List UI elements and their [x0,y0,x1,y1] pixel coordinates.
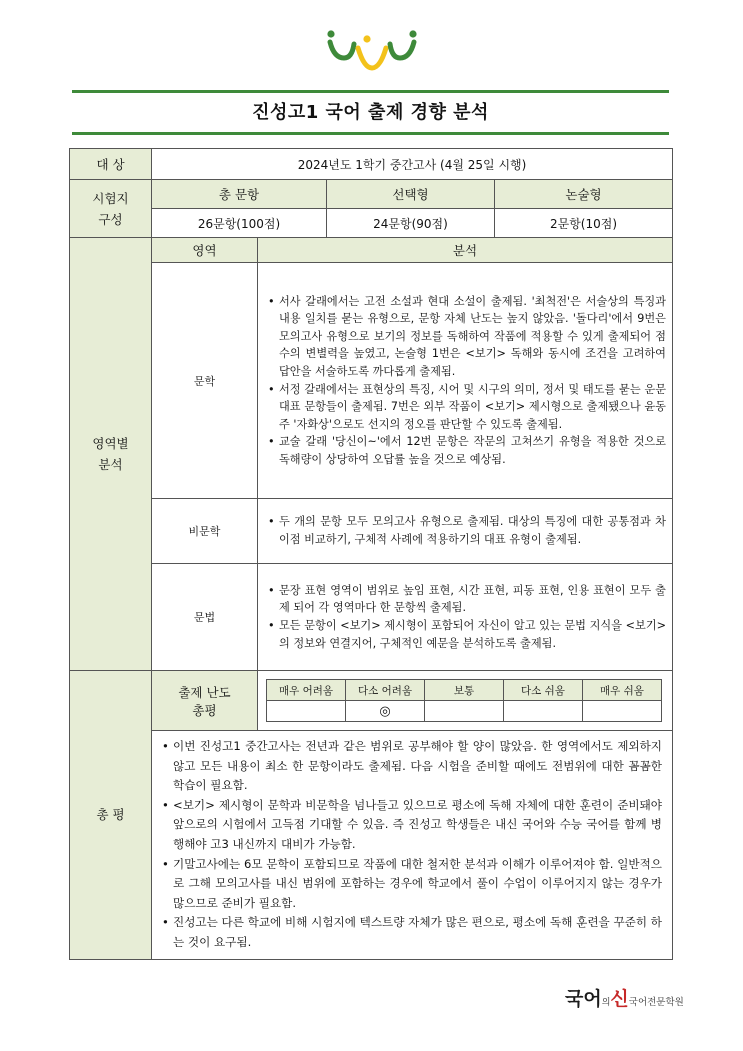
page-title: 진성고1 국어 출제 경향 분석 [252,102,489,123]
difficulty-level: 다소 어려움 [346,680,425,701]
area-name-literature: 문학 [152,263,258,499]
difficulty-level: 보통 [425,680,504,701]
area-row-grammar [70,564,673,671]
analysis-table [69,148,673,960]
structure-label: 시험지 구성 [70,180,152,238]
difficulty-row [70,671,673,731]
difficulty-level: 다소 쉬움 [504,680,583,701]
target-row [70,149,673,180]
structure-header-choice: 선택형 [327,180,495,209]
structure-header-row [70,180,673,209]
difficulty-mark [583,701,662,722]
structure-value-choice: 24문항(90점) [327,209,495,238]
target-value: 2024년도 1학기 중간고사 (4월 25일 시행) [152,149,673,180]
area-row-nonliterature [70,499,673,564]
structure-value-row [70,209,673,238]
area-analysis-literature [258,263,673,499]
summary-bullet: • 기말고사에는 6모 문학이 포함되므로 작품에 대한 철저한 분석과 이해가 이루어져야 함. 일반적으로 그해 모의고사를 내신 범위에 포함하는 경우에 학교에서 풀이 수업이 이루어지지 않는 경우가 많으므로 준비가 필요함. [162,855,662,914]
summary-label: 총 평 [70,671,152,960]
difficulty-table [266,679,662,722]
footer-brand-logo: 국어의신국어전문학원 [565,988,684,1010]
structure-header-total: 총 문항 [152,180,327,209]
title-rule-top [72,90,669,93]
summary-row [70,731,673,960]
difficulty-level: 매우 어려움 [267,680,346,701]
structure-value-essay: 2문항(10점) [495,209,673,238]
area-header-row [70,238,673,263]
area-analysis-grammar [258,564,673,671]
area-label: 영역별 분석 [70,238,152,671]
grammar-bullet: • 문장 표현 영역이 범위로 높임 표현, 시간 표현, 피동 표현, 인용 표현이 모두 출제 되어 각 영역마다 한 문항씩 출제됨. [268,582,666,617]
structure-header-essay: 논술형 [495,180,673,209]
nonliterature-bullet: • 두 개의 문항 모두 모의고사 유형으로 출제됨. 대상의 특징에 대한 공통점과 차이점 비교하기, 구체적 사례에 적용하기의 대표 유형이 출제됨. [268,513,666,548]
area-name-nonliterature: 비문학 [152,499,258,564]
literature-bullet: • 서정 갈래에서는 표현상의 특징, 시어 및 시구의 의미, 정서 및 태도를 묻는 운문 대표 문항들이 출제됨. 7번은 외부 작품이 <보기> 제시형으로 출제됐으나 윤동주 '자화상'으로도 선지의 정오를 판단할 수 있도록 출제됨. [268,381,666,434]
academy-logo-icon [322,28,422,74]
grammar-bullet: • 모든 문항이 <보기> 제시형이 포함되어 자신이 알고 있는 문법 지식을 <보기>의 정보와 연결지어, 구체적인 예문을 분석하도록 출제됨. [268,617,666,652]
difficulty-cell [258,671,673,731]
difficulty-mark-selected: ◎ [346,701,425,722]
summary-bullet: • 이번 진성고1 중간고사는 전년과 같은 범위로 공부해야 할 양이 많았음. 한 영역에서도 제외하지 않고 모든 내용이 최소 한 문항이라도 출제됨. 다음 시험을 준비할 때에도 전범위에 대한 꼼꼼한 학습이 필요함. [162,737,662,796]
title-rule-bottom [72,132,669,135]
area-analysis-nonliterature [258,499,673,564]
summary-cell [152,731,673,960]
area-row-literature [70,263,673,499]
summary-bullet: • 진성고는 다른 학교에 비해 시험지에 텍스트량 자체가 많은 편으로, 평소에 독해 훈련을 꾸준히 하는 것이 요구됨. [162,913,662,952]
area-col-header: 영역 [152,238,258,263]
difficulty-mark [425,701,504,722]
difficulty-level: 매우 쉬움 [583,680,662,701]
analysis-col-header: 분석 [258,238,673,263]
difficulty-mark [504,701,583,722]
structure-value-total: 26문항(100점) [152,209,327,238]
area-name-grammar: 문법 [152,564,258,671]
literature-bullet: • 서사 갈래에서는 고전 소설과 현대 소설이 출제됨. '최척전'은 서술상의 특징과 내용 일치를 묻는 유형으로, 문항 자체 난도는 높지 않았음. '돌다리'에서 9번은 모의고사 유형으로 보기의 정보를 독해하여 작품에 적용할 수 있게 출제되어 점수의 변별력을 높였고, 논술형 1번은 <보기> 독해와 동시에 조건을 고려하여 답안을 서술하도록 까다롭게 출제됨. [268,293,666,381]
summary-bullet: • <보기> 제시형이 문학과 비문학을 넘나들고 있으므로 평소에 독해 자체에 대한 훈련이 준비돼야 앞으로의 시험에서 고득점 기대할 수 있음. 즉 진성고 학생들은 내신 국어와 수능 국어를 함께 병행해야 고3 내신까지 대비가 가능함. [162,796,662,855]
difficulty-mark [267,701,346,722]
difficulty-label: 출제 난도 총평 [152,671,258,731]
target-label: 대 상 [70,149,152,180]
literature-bullet: • 교술 갈래 '당신이~'에서 12번 문항은 작문의 고쳐쓰기 유형을 적용한 것으로 독해량이 상당하여 오답률 높을 것으로 예상됨. [268,433,666,468]
